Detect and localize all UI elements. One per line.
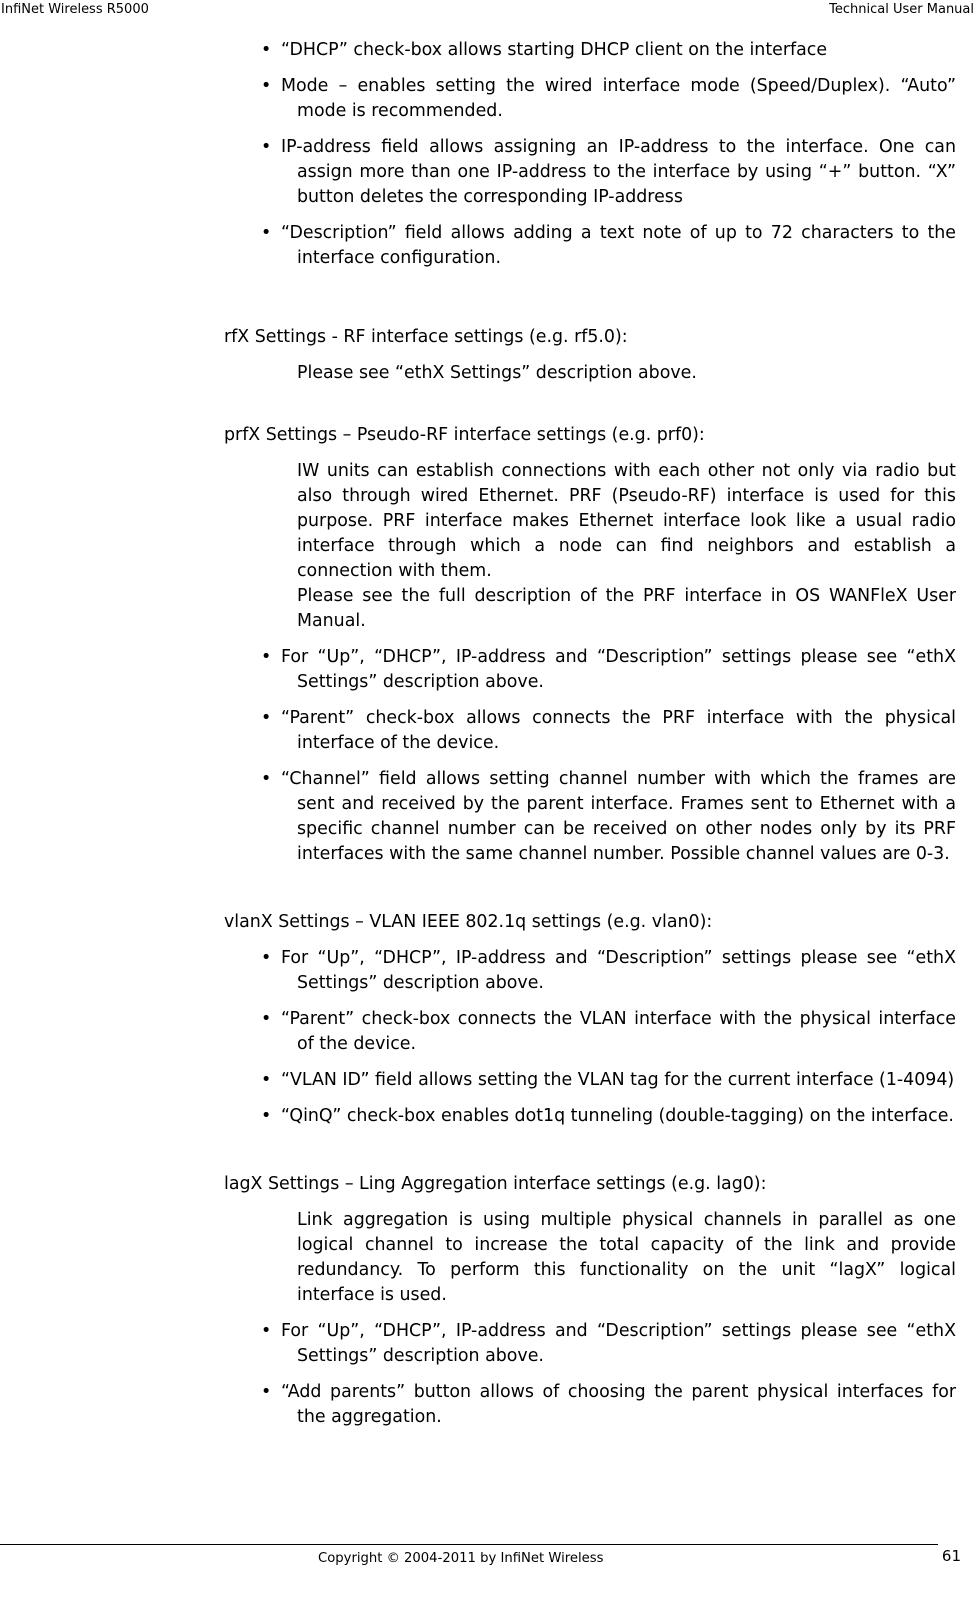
- header-left: InfiNet Wireless R5000: [1, 2, 149, 17]
- vlanx-section: [224, 910, 956, 1129]
- lagx-section: [224, 1172, 956, 1430]
- vlanx-heading: vlanX Settings – VLAN IEEE 802.1q settings (e.g. vlan0):: [224, 912, 713, 932]
- rfx-section: [224, 325, 956, 386]
- list-item: • Mode – enables setting the wired interface mode (Speed/Duplex). “Auto” mode is recommended.: [224, 74, 956, 124]
- rfx-text: Please see “ethX Settings” description above.: [297, 363, 697, 383]
- lagx-text: Link aggregation is using multiple physical channels in parallel as one logical channel to increase the total capacity of the link and provide redundancy. To perform this functionality on the unit “lagX” logical interface is used.: [297, 1210, 956, 1305]
- list-item: • “VLAN ID” field allows setting the VLAN tag for the current interface (1-4094): [224, 1068, 956, 1093]
- rfx-heading: rfX Settings - RF interface settings (e.g. rf5.0):: [224, 327, 628, 347]
- header-right: Technical User Manual: [829, 2, 974, 17]
- prfx-text-2: Please see the full description of the PRF interface in OS WANFleX User Manual.: [297, 586, 956, 631]
- footer-copyright: Copyright © 2004-2011 by InfiNet Wireless: [318, 1551, 604, 1566]
- list-item: • “Parent” check-box connects the VLAN interface with the physical interface of the device.: [224, 1007, 956, 1057]
- footer-divider: [0, 1544, 938, 1545]
- lagx-heading: lagX Settings – Ling Aggregation interface settings (e.g. lag0):: [224, 1174, 767, 1194]
- list-item: • “DHCP” check-box allows starting DHCP client on the interface: [224, 38, 956, 63]
- intro-bullet-list: [224, 38, 956, 271]
- prfx-bullet-list: [224, 645, 956, 867]
- list-item: • “Channel” field allows setting channel number with which the frames are sent and received by the parent interface. Frames sent to Ethernet with a specific channel number can be received on other nodes only by its PRF interfaces with the same channel number. Possible channel values are 0-3.: [224, 767, 956, 867]
- lagx-bullet-list: [224, 1319, 956, 1430]
- list-item: • “Add parents” button allows of choosing the parent physical interfaces for the aggregation.: [224, 1380, 956, 1430]
- list-item: • For “Up”, “DHCP”, IP-address and “Description” settings please see “ethX Settings” description above.: [224, 946, 956, 996]
- prfx-heading: prfX Settings – Pseudo-RF interface settings (e.g. prf0):: [224, 425, 705, 445]
- list-item: • For “Up”, “DHCP”, IP-address and “Description” settings please see “ethX Settings” description above.: [224, 645, 956, 695]
- vlanx-bullet-list: [224, 946, 956, 1129]
- prfx-text-1: IW units can establish connections with each other not only via radio but also through wired Ethernet. PRF (Pseudo-RF) interface is used for this purpose. PRF interface makes Ethernet interface look like a usual radio interface through which a node can find neighbors and establish a connection with them.: [297, 461, 956, 581]
- list-item: • “Description” field allows adding a text note of up to 72 characters to the interface configuration.: [224, 221, 956, 271]
- page-number: 61: [941, 1547, 961, 1565]
- list-item: • IP-address field allows assigning an IP-address to the interface. One can assign more than one IP-address to the interface by using “+” button. “X” button deletes the corresponding IP-address: [224, 135, 956, 210]
- page-content: [224, 38, 956, 1441]
- list-item: • “Parent” check-box allows connects the PRF interface with the physical interface of the device.: [224, 706, 956, 756]
- list-item: • For “Up”, “DHCP”, IP-address and “Description” settings please see “ethX Settings” description above.: [224, 1319, 956, 1369]
- list-item: • “QinQ” check-box enables dot1q tunneling (double-tagging) on the interface.: [224, 1104, 956, 1129]
- prfx-section: [224, 423, 956, 867]
